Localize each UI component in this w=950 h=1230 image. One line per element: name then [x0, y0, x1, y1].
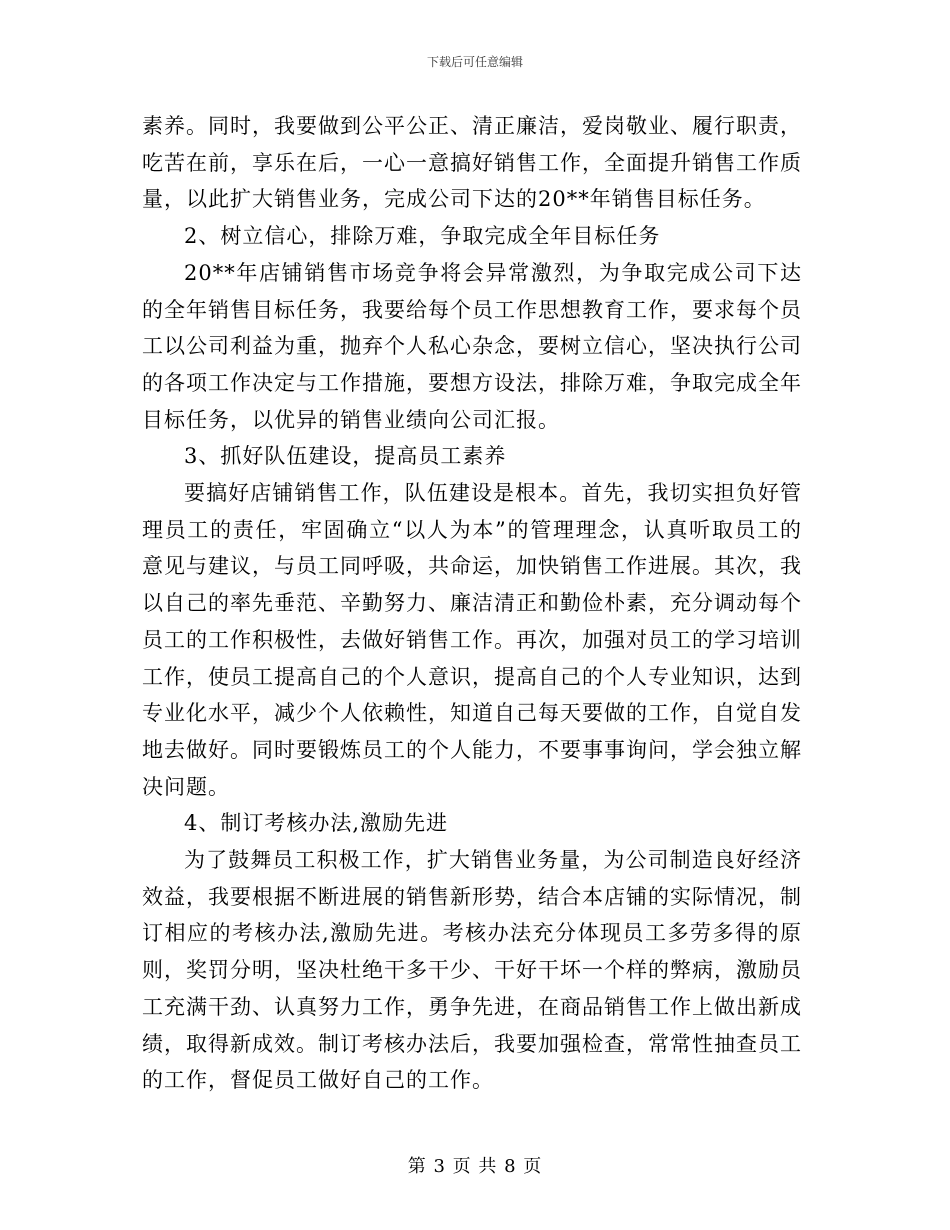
paragraph-3: 要搞好店铺销售工作，队伍建设是根本。首先，我切实担负好管理员工的责任，牢固确立“以人为本”的管理理念，认真听取员工的意见与建议，与员工同呼吸，共命运，加快销售工作进展。其次，我以自己的率先垂范、辛勤努力、廉洁清正和勤俭朴素，充分调动每个员工的工作积极性，去做好销售工作。再次，加强对员工的学习培训工作，使员工提高自己的个人意识，提高自己的个人专业知识，达到专业化水平，减少个人依赖性，知道自己每天要做的工作，自觉自发地去做好。同时要锻炼员工的个人能力，不要事事询问，学会独立解决问题。 — [142, 481, 802, 799]
paragraph-4: 为了鼓舞员工积极工作，扩大销售业务量，为公司制造良好经济效益，我要根据不断进展的销售新形势，结合本店铺的实际情况，制订相应的考核办法,激励先进。考核办法充分体现员工多劳多得的原则，奖罚分明，坚决杜绝干多干少、干好干坏一个样的弊病，激励员工充满干劲、认真努力工作，勇争先进，在商品销售工作上做出新成绩，取得新成效。制订考核办法后，我要加强检查，常常性抽查员工的工作，督促员工做好自己的工作。 — [142, 848, 802, 1093]
paragraph-2: 20**年店铺销售市场竞争将会异常激烈，为争取完成公司下达的全年销售目标任务，我要给每个员工作思想教育工作，要求每个员工以公司利益为重，抛弃个人私心杂念，要树立信心，坚决执行公司的各项工作决定与工作措施，要想方设法，排除万难，争取完成全年目标任务，以优异的销售业绩向公司汇报。 — [142, 260, 802, 432]
paragraph-1: 素养。同时，我要做到公平公正、清正廉洁，爱岗敬业、履行职责，吃苦在前，享乐在后，一心一意搞好销售工作，全面提升销售工作质量，以此扩大销售业务，完成公司下达的20**年销售目标任务。 — [142, 114, 802, 212]
section-heading-4: 4、制订考核办法,激励先进 — [184, 811, 449, 836]
page-number: 第 3 页 共 8 页 — [407, 1156, 543, 1177]
section-heading-2: 2、树立信心，排除万难，争取完成全年目标任务 — [184, 224, 661, 249]
document-body — [142, 108, 802, 1099]
section-heading-3: 3、抓好队伍建设，提高员工素养 — [184, 444, 507, 469]
page-header: 下载后可任意编辑 — [426, 55, 523, 69]
